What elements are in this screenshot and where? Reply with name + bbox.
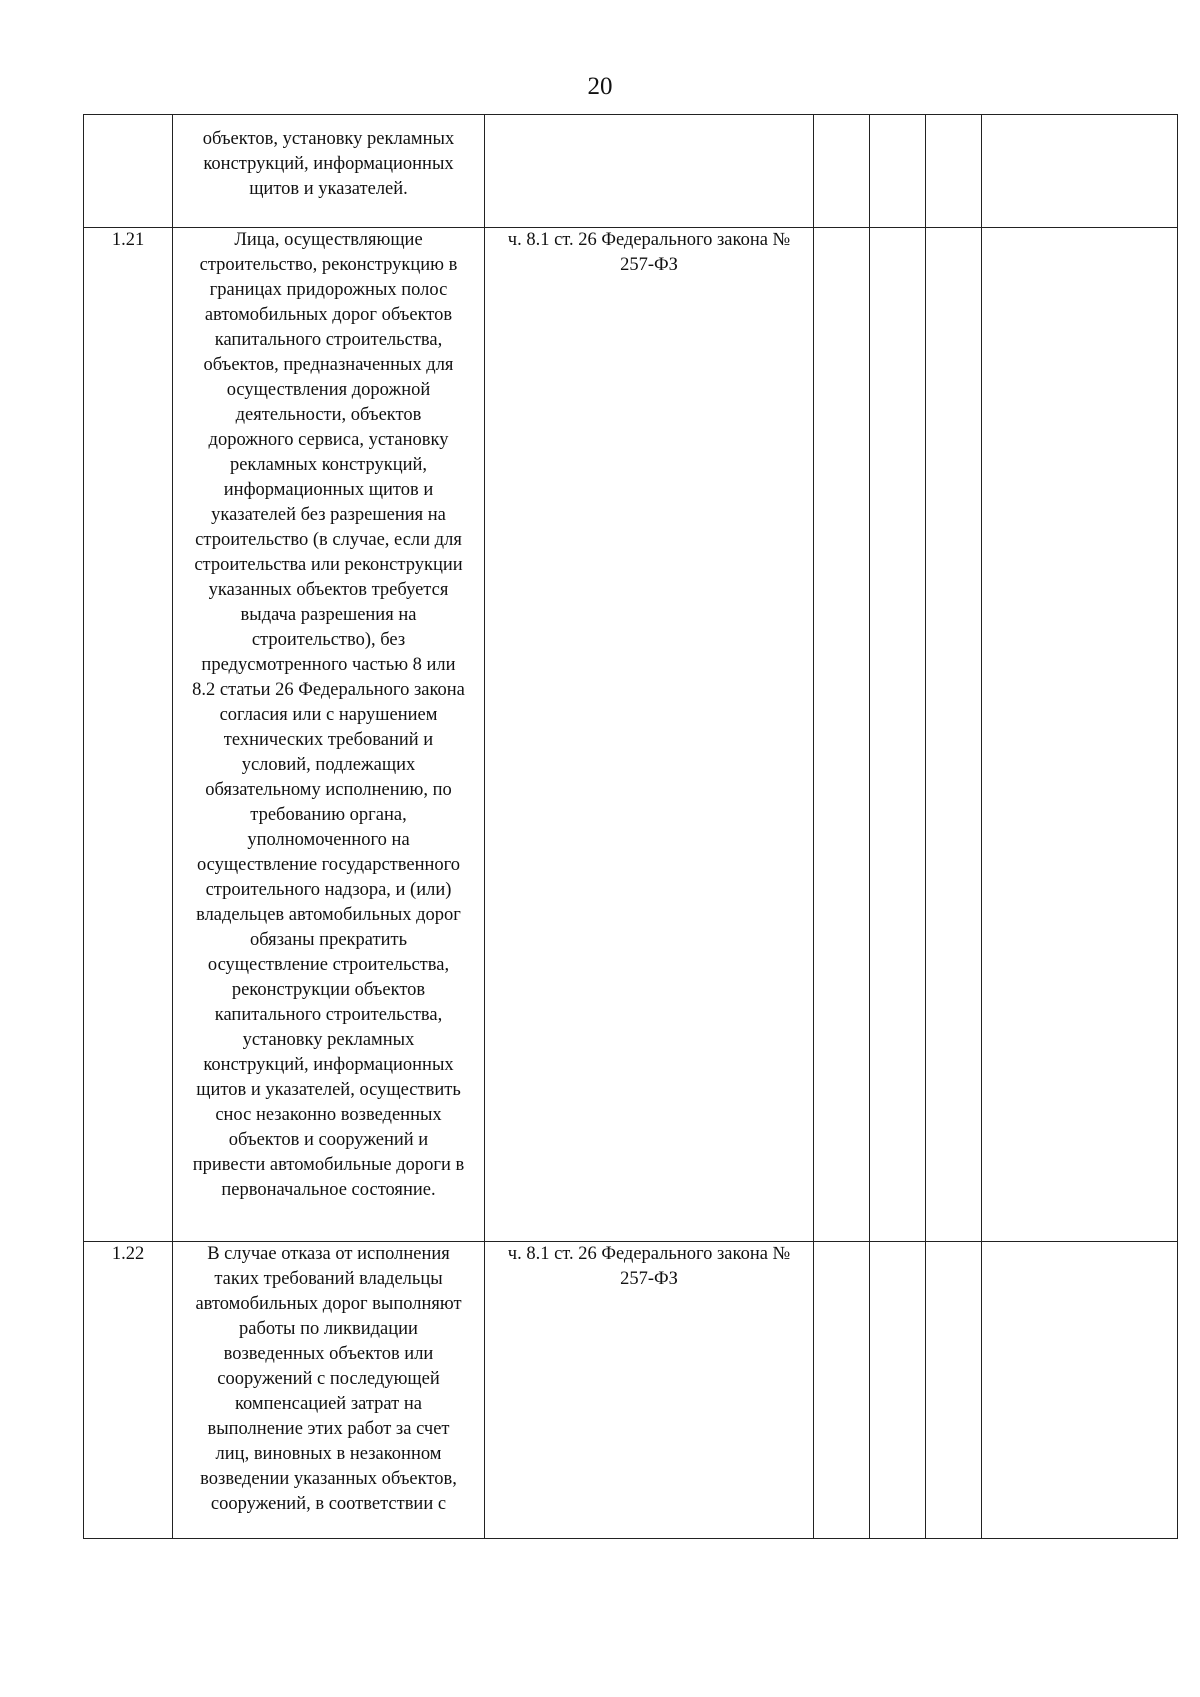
answer-no-cell [870,228,926,1242]
table-row [84,1242,1178,1539]
table-row [84,115,1178,228]
notes-cell [982,228,1178,1242]
requirements-table [83,114,1178,1539]
legal-reference-cell: ч. 8.1 ст. 26 Федерального закона № 257-ФЗ [485,228,814,1242]
answer-yes-cell [814,115,870,228]
row-number-cell [84,115,173,228]
notes-cell [982,115,1178,228]
legal-reference-cell: ч. 8.1 ст. 26 Федерального закона № 257-ФЗ [485,1242,814,1539]
row-number-cell: 1.21 [84,228,173,1242]
answer-yes-cell [814,228,870,1242]
legal-reference-cell [485,115,814,228]
answer-no-cell [870,1242,926,1539]
answer-na-cell [926,115,982,228]
answer-yes-cell [814,1242,870,1539]
table-row [84,228,1178,1242]
notes-cell [982,1242,1178,1539]
row-number-cell: 1.22 [84,1242,173,1539]
requirement-cell: В случае отказа от исполнения таких требований владельцы автомобильных дорог выполняют работы по ликвидации возведенных объектов или сооружений с последующей компенсацией затрат на выполнение этих работ за счет лиц, виновных в незаконном возведении указанных объектов, сооружений, в соответствии с [173,1242,485,1539]
requirement-cell: Лица, осуществляющие строительство, реконструкцию в границах придорожных полос автомобильных дорог объектов капитального строительства, объектов, предназначенных для осуществления дорожной деятельности, объектов дорожного сервиса, установку рекламных конструкций, информационных щитов и указателей без разрешения на строительство (в случае, если для строительства или реконструкции указанных объектов требуется выдача разрешения на строительство), без предусмотренного частью 8 или 8.2 статьи 26 Федерального закона согласия или с нарушением технических требований и условий, подлежащих обязательному исполнению, по требованию органа, уполномоченного на осуществление государственного строительного надзора, и (или) владельцев автомобильных дорог обязаны прекратить осуществление строительства, реконструкции объектов капитального строительства, установку рекламных конструкций, информационных щитов и указателей, осуществить снос незаконно возведенных объектов и сооружений и привести автомобильные дороги в первоначальное состояние. [173,228,485,1242]
answer-na-cell [926,1242,982,1539]
answer-na-cell [926,228,982,1242]
page-number: 20 [587,73,613,100]
requirement-cell: объектов, установку рекламных конструкций, информационных щитов и указателей. [173,115,485,228]
answer-no-cell [870,115,926,228]
